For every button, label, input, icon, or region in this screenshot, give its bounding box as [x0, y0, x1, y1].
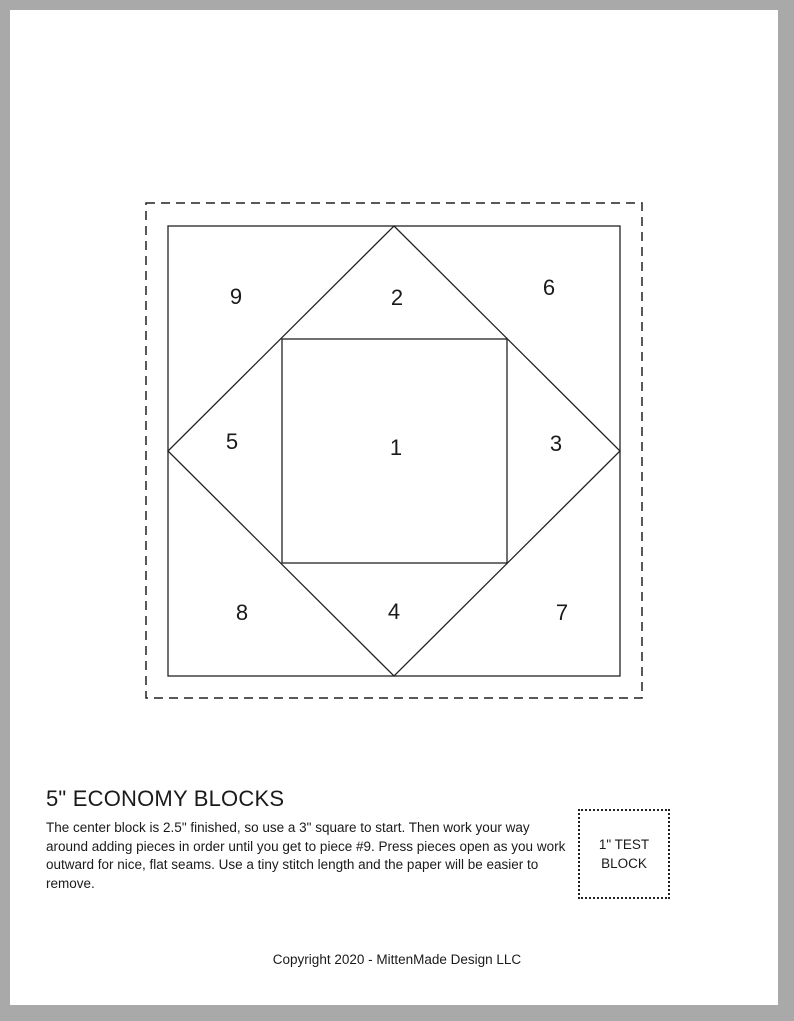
piece-number-8: 8: [235, 600, 249, 625]
pattern-title: 5" ECONOMY BLOCKS: [46, 786, 285, 811]
piece-number-1: 1: [389, 435, 403, 460]
piece-number-2: 2: [390, 285, 404, 310]
test-block-square: [578, 809, 670, 899]
piece-number-4: 4: [387, 599, 401, 624]
copyright-notice: Copyright 2020 - MittenMade Design LLC: [272, 952, 522, 967]
piece-number-9: 9: [229, 284, 243, 309]
piece-number-5: 5: [225, 429, 239, 454]
pattern-instructions: The center block is 2.5" finished, so use a 3" square to start. Then work your way around adding pieces in order until you get to piece #9. Press pieces open as you work outward for nice, flat seams. Use a tiny stitch length and the paper will be easier to remove.: [46, 820, 566, 891]
piece-number-6: 6: [542, 275, 556, 300]
test-block-label: 1" TEST BLOCK: [598, 837, 650, 871]
piece-number-3: 3: [549, 431, 563, 456]
piece-number-7: 7: [555, 600, 569, 625]
